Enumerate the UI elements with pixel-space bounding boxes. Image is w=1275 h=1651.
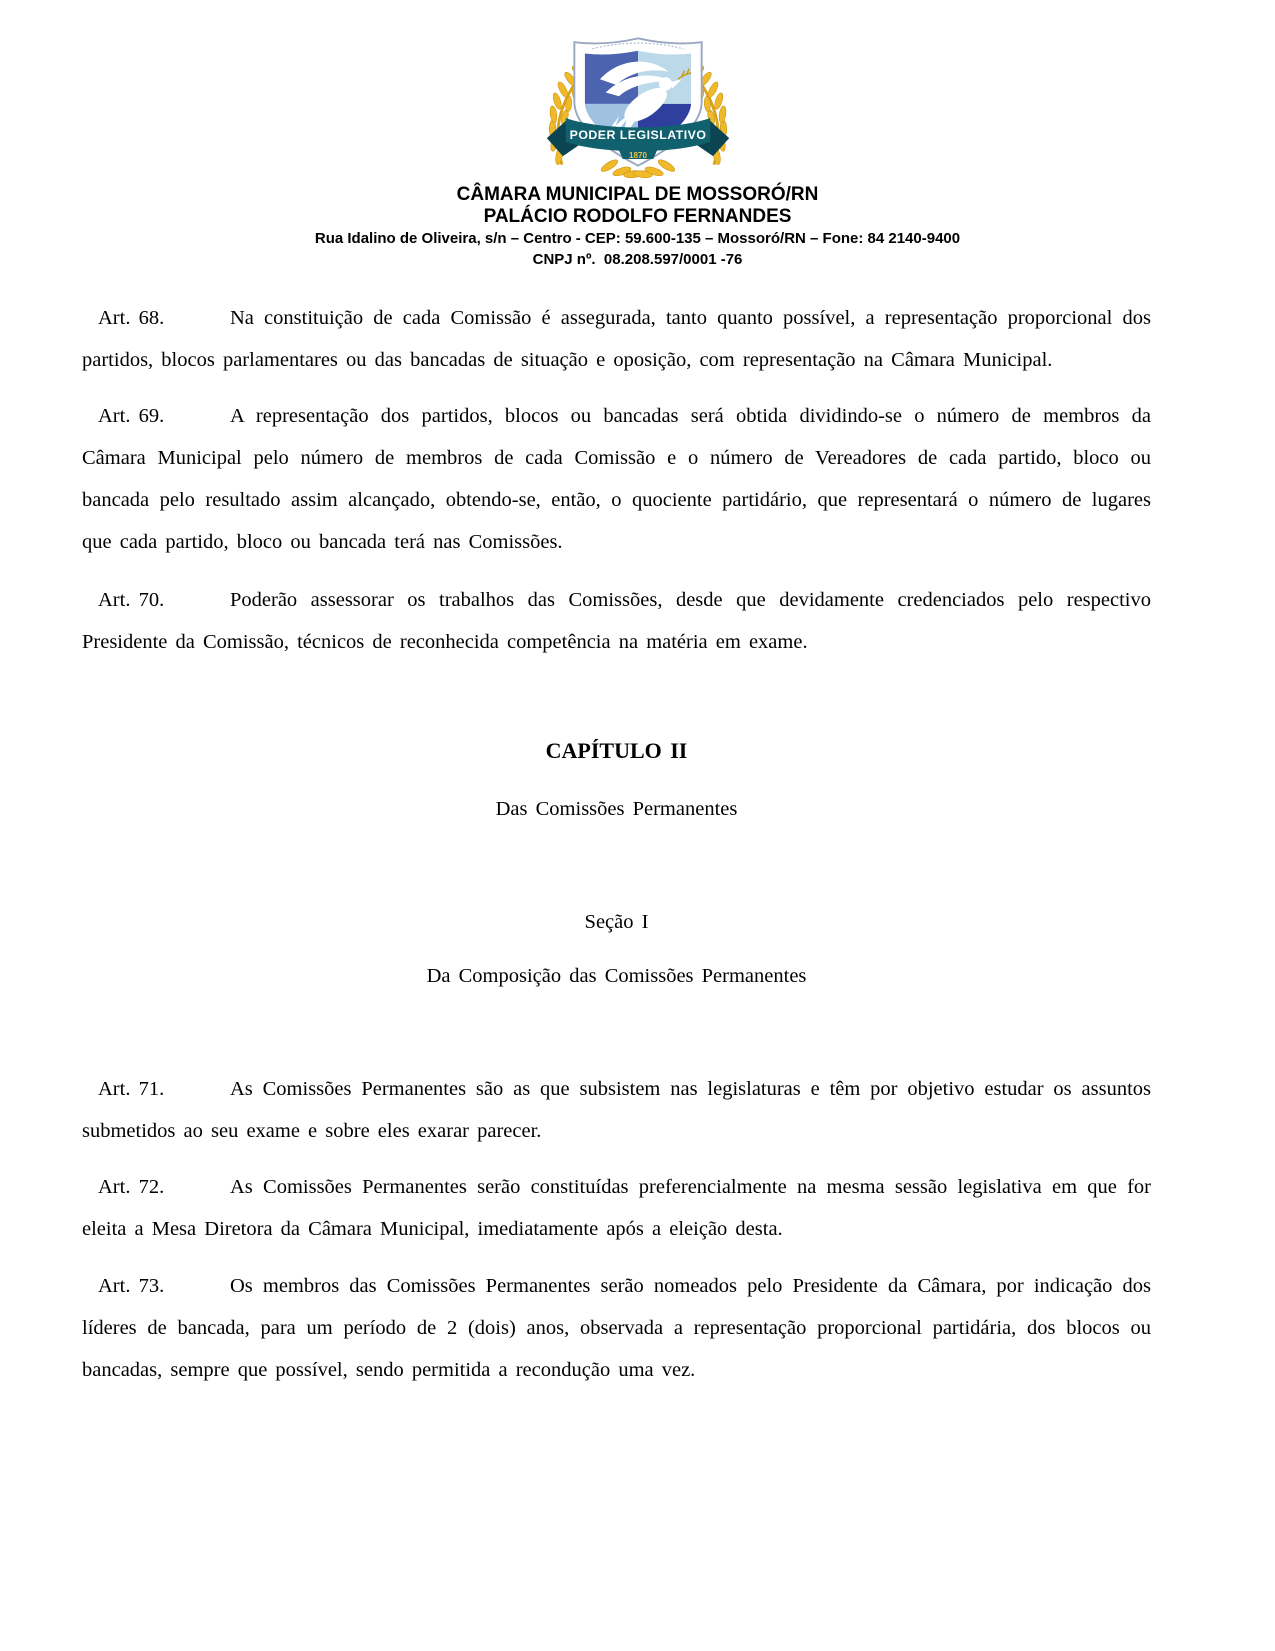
article-68-label: Art. 68. [98,307,165,329]
document-body [0,270,1275,1391]
article-68-text: Na constituição de cada Comissão é assegurada, tanto quanto possível, a representação proporcional dos partidos, blocos parlamentares ou das bancadas de situação e oposição, com representação na Câmara Municipal. [82,307,1151,371]
org-name: CÂMARA MUNICIPAL DE MOSSORÓ/RN [456,184,819,205]
article-70 [82,579,1151,663]
section-subtitle: Da Composição das Comissões Permanentes [426,965,807,987]
article-69-label: Art. 69. [98,405,165,427]
article-73 [82,1265,1151,1391]
municipal-crest-icon [531,26,745,178]
article-70-label: Art. 70. [98,589,165,611]
letterhead [0,184,1275,270]
chapter-subtitle: Das Comissões Permanentes [495,798,738,820]
article-72 [82,1166,1151,1250]
cnpj-line: CNPJ nº. 08.208.597/0001 -76 [532,251,743,268]
article-73-label: Art. 73. [98,1275,165,1297]
chapter-title: CAPÍTULO II [545,738,688,763]
article-71 [82,1068,1151,1152]
article-68 [82,297,1151,381]
article-71-text: As Comissões Permanentes são as que subsistem nas legislaturas e têm por objetivo estudar os assuntos submetidos ao seu exame e sobre eles exarar parecer. [82,1078,1151,1142]
address-line: Rua Idalino de Oliveira, s/n – Centro - CEP: 59.600-135 – Mossoró/RN – Fone: 84 2140-9400 [314,230,961,247]
building-name: PALÁCIO RODOLFO FERNANDES [483,206,792,227]
banner-year: 1870 [628,151,647,161]
section-title: Seção I [584,911,649,933]
article-73-text: Os membros das Comissões Permanentes serão nomeados pelo Presidente da Câmara, por indicação dos líderes de bancada, para um período de 2 (dois) anos, observada a representação proporcional partidária, dos blocos ou bancadas, sempre que possível, sendo permitida a recondução uma vez. [82,1275,1151,1381]
article-70-text: Poderão assessorar os trabalhos das Comissões, desde que devidamente credenciados pelo respectivo Presidente da Comissão, técnicos de reconhecida competência na matéria em exame. [82,589,1151,653]
article-69-text: A representação dos partidos, blocos ou bancadas será obtida dividindo-se o número de membros da Câmara Municipal pelo número de membros de cada Comissão e o número de Vereadores de cada partido, bloco ou bancada pelo resultado assim alcançado, obtendo-se, então, o quociente partidário, que representará o número de lugares que cada partido, bloco ou bancada terá nas Comissões. [82,405,1151,553]
article-69 [82,395,1151,563]
article-72-text: As Comissões Permanentes serão constituídas preferencialmente na mesma sessão legislativa em que for eleita a Mesa Diretora da Câmara Municipal, imediatamente após a eleição desta. [82,1176,1151,1240]
article-71-label: Art. 71. [98,1078,165,1100]
document-header [0,0,1275,270]
banner-text: PODER LEGISLATIVO [569,128,706,143]
article-72-label: Art. 72. [98,1176,165,1198]
